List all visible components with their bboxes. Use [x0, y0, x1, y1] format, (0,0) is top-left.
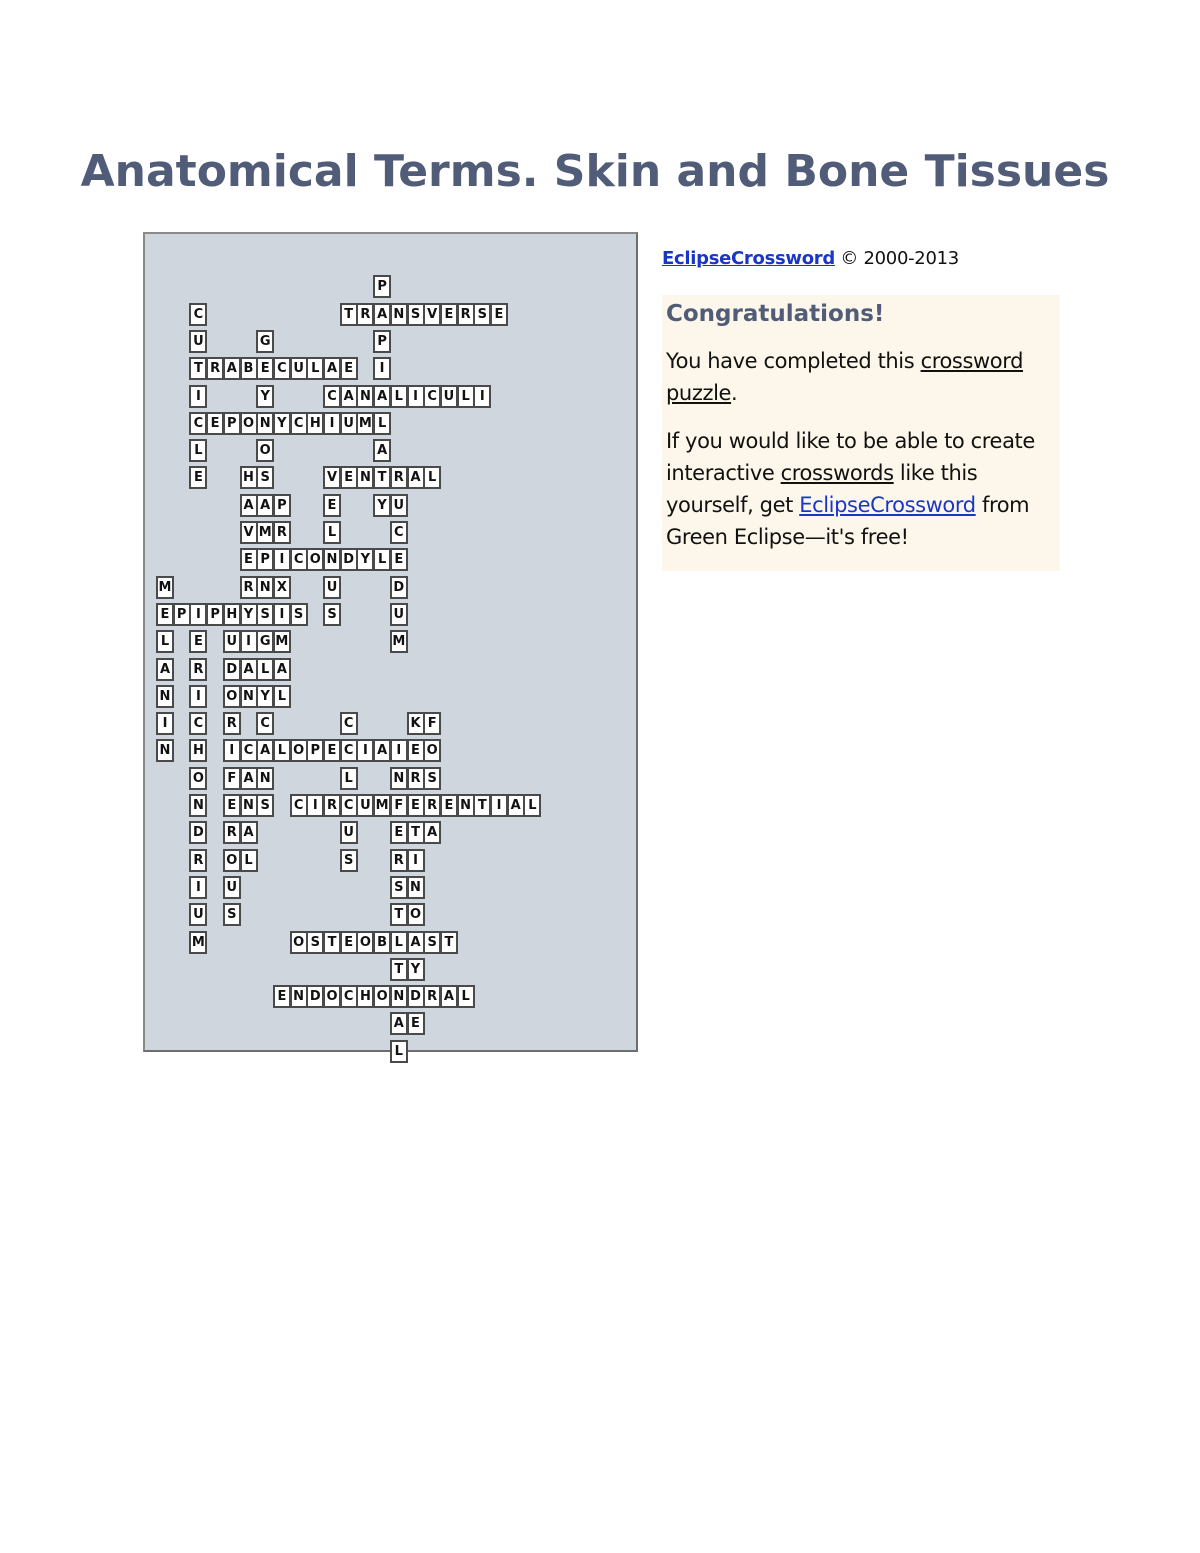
crossword-cell[interactable]: E — [440, 303, 458, 326]
crossword-cell[interactable]: S — [390, 876, 408, 899]
eclipsecrossword-link[interactable]: EclipseCrossword — [662, 248, 835, 269]
crossword-cell[interactable]: L — [390, 385, 408, 408]
crossword-cell[interactable]: E — [273, 985, 291, 1008]
crossword-cell[interactable]: A — [273, 658, 291, 681]
crossword-cell[interactable]: S — [306, 931, 324, 954]
crossword-cell[interactable]: I — [306, 794, 324, 817]
crossword-cell[interactable]: M — [373, 794, 391, 817]
crossword-cell[interactable]: A — [407, 931, 425, 954]
crossword-cell[interactable]: L — [256, 658, 274, 681]
crossword-cell[interactable]: R — [223, 712, 241, 735]
crossword-cell[interactable]: R — [323, 794, 341, 817]
crossword-cell[interactable]: O — [323, 985, 341, 1008]
crossword-cell[interactable]: U — [223, 630, 241, 653]
crossword-cell[interactable]: S — [473, 303, 491, 326]
crossword-cell[interactable]: L — [306, 357, 324, 380]
crossword-cell[interactable]: N — [240, 794, 258, 817]
crossword-cell[interactable]: I — [223, 739, 241, 762]
crossword-cell[interactable]: M — [156, 576, 174, 599]
crossword-cell[interactable]: L — [240, 849, 258, 872]
crossword-cell[interactable]: T — [407, 821, 425, 844]
crossword-cell[interactable]: A — [323, 357, 341, 380]
crossword-cell[interactable]: A — [373, 739, 391, 762]
crossword-cell[interactable]: R — [240, 576, 258, 599]
crossword-cell[interactable]: O — [256, 439, 274, 462]
crossword-cell[interactable]: P — [306, 739, 324, 762]
crossword-cell[interactable]: L — [523, 794, 541, 817]
crossword-cell[interactable]: T — [373, 466, 391, 489]
crossword-cell[interactable]: I — [407, 849, 425, 872]
crossword-cell[interactable]: N — [457, 794, 475, 817]
crossword-cell[interactable]: E — [240, 548, 258, 571]
crossword-grid — [143, 232, 638, 1059]
crossword-cell[interactable]: D — [407, 985, 425, 1008]
crossword-cell[interactable]: Y — [373, 494, 391, 517]
crossword-cell[interactable]: M — [356, 412, 374, 435]
crossword-cell[interactable]: X — [273, 576, 291, 599]
crossword-cell[interactable]: D — [189, 821, 207, 844]
crossword-cell[interactable]: C — [423, 385, 441, 408]
crossword-cell[interactable]: L — [340, 767, 358, 790]
crossword-cell[interactable]: N — [256, 412, 274, 435]
crossword-cell[interactable]: G — [256, 330, 274, 353]
crossword-cell[interactable]: F — [423, 712, 441, 735]
crossword-cell[interactable]: M — [390, 630, 408, 653]
crossword-cell[interactable]: A — [256, 494, 274, 517]
crossword-cell[interactable]: D — [306, 985, 324, 1008]
crossword-cell[interactable]: S — [256, 794, 274, 817]
crossword-cell[interactable]: R — [423, 794, 441, 817]
crossword-cell[interactable]: E — [323, 739, 341, 762]
crossword-cell[interactable]: L — [323, 521, 341, 544]
crossword-cell[interactable]: Y — [273, 412, 291, 435]
crossword-cell[interactable]: Y — [256, 385, 274, 408]
crossword-cell[interactable]: E — [440, 794, 458, 817]
crossword-cell[interactable]: L — [273, 685, 291, 708]
crossword-cell[interactable]: N — [256, 767, 274, 790]
crossword-cell[interactable]: P — [206, 603, 224, 626]
crossword-cell[interactable]: A — [340, 385, 358, 408]
crossword-cell[interactable]: R — [206, 357, 224, 380]
crossword-cell[interactable]: E — [407, 1012, 425, 1035]
crossword-cell[interactable]: U — [340, 821, 358, 844]
crossword-cell[interactable]: U — [189, 330, 207, 353]
copyright-text: © 2000-2013 — [840, 248, 959, 269]
crossword-cell[interactable]: E — [189, 466, 207, 489]
crossword-cell[interactable]: U — [356, 794, 374, 817]
crossword-cell[interactable]: B — [373, 931, 391, 954]
crossword-cell[interactable]: E — [340, 357, 358, 380]
crossword-cell[interactable]: N — [156, 739, 174, 762]
crossword-cell[interactable]: P — [173, 603, 191, 626]
crossword-cell[interactable]: O — [240, 412, 258, 435]
crossword-cell[interactable]: S — [323, 603, 341, 626]
crossword-cell[interactable]: A — [240, 494, 258, 517]
crossword-cell[interactable]: O — [356, 931, 374, 954]
crossword-cell[interactable]: M — [189, 931, 207, 954]
crossword-cell[interactable]: M — [256, 521, 274, 544]
crossword-cell[interactable]: C — [340, 985, 358, 1008]
crossword-cell[interactable]: C — [240, 739, 258, 762]
crossword-cell[interactable]: O — [290, 739, 308, 762]
completion-text: You have completed this — [666, 349, 921, 373]
crossword-cell[interactable]: Y — [407, 958, 425, 981]
crossword-cell[interactable]: O — [189, 767, 207, 790]
side-panel — [662, 248, 1060, 571]
crossword-cell[interactable]: M — [273, 630, 291, 653]
crossword-cell[interactable]: V — [240, 521, 258, 544]
crossword-cell[interactable]: P — [373, 275, 391, 298]
crossword-cell[interactable]: E — [340, 931, 358, 954]
crossword-cell[interactable]: E — [407, 739, 425, 762]
crossword-cell[interactable]: Y — [256, 685, 274, 708]
crossword-cell[interactable]: R — [273, 521, 291, 544]
crossword-cell[interactable]: I — [373, 357, 391, 380]
crossword-cell[interactable]: N — [323, 548, 341, 571]
crossword-cell[interactable]: R — [356, 303, 374, 326]
congrats-box — [662, 295, 1060, 571]
crossword-cell[interactable]: R — [223, 821, 241, 844]
crossword-word: crossword — [920, 349, 1024, 373]
crossword-cell[interactable]: L — [189, 439, 207, 462]
crossword-cell[interactable]: L — [373, 412, 391, 435]
crosswords-word: crosswords — [780, 461, 894, 485]
crossword-cell[interactable]: S — [256, 603, 274, 626]
crossword-cell[interactable]: T — [440, 931, 458, 954]
crossword-cell[interactable]: A — [407, 466, 425, 489]
crossword-cell[interactable]: N — [256, 576, 274, 599]
crossword-cell[interactable]: C — [189, 412, 207, 435]
crossword-cell[interactable]: T — [340, 303, 358, 326]
crossword-cell[interactable]: A — [440, 985, 458, 1008]
crossword-cell[interactable]: C — [340, 794, 358, 817]
crossword-cell[interactable]: V — [423, 303, 441, 326]
crossword-cell[interactable]: H — [189, 739, 207, 762]
crossword-cell[interactable]: L — [390, 931, 408, 954]
crossword-cell[interactable]: S — [223, 903, 241, 926]
crossword-cell[interactable]: I — [356, 739, 374, 762]
crossword-cell[interactable]: O — [223, 849, 241, 872]
crossword-cell[interactable]: A — [373, 385, 391, 408]
crossword-cell[interactable]: R — [390, 849, 408, 872]
crossword-cell[interactable]: I — [273, 603, 291, 626]
crossword-cell[interactable]: B — [240, 357, 258, 380]
crossword-cell[interactable]: C — [340, 739, 358, 762]
crossword-cell[interactable]: I — [390, 739, 408, 762]
promo-text-mid: like this yourself, get — [666, 461, 978, 517]
crossword-cell[interactable]: L — [457, 985, 475, 1008]
crossword-cell[interactable]: N — [189, 794, 207, 817]
crossword-cell[interactable]: E — [407, 794, 425, 817]
completion-message — [666, 345, 1056, 409]
crossword-cell[interactable]: N — [390, 767, 408, 790]
congrats-heading: Congratulations! — [666, 301, 885, 327]
crossword-cell[interactable]: S — [423, 767, 441, 790]
crossword-cell[interactable]: F — [223, 767, 241, 790]
promo-message — [666, 425, 1056, 553]
crossword-cell[interactable]: H — [306, 412, 324, 435]
crossword-cell[interactable]: C — [290, 412, 308, 435]
crossword-cell[interactable]: D — [223, 658, 241, 681]
crossword-cell[interactable]: A — [423, 821, 441, 844]
crossword-cell[interactable]: C — [323, 385, 341, 408]
crossword-cell[interactable]: S — [340, 849, 358, 872]
crossword-cell[interactable]: E — [223, 794, 241, 817]
crossword-cell[interactable]: A — [507, 794, 525, 817]
crossword-cell[interactable]: U — [390, 603, 408, 626]
crossword-cell[interactable]: I — [490, 794, 508, 817]
crossword-cell[interactable]: C — [256, 712, 274, 735]
crossword-cell[interactable]: A — [256, 739, 274, 762]
crossword-cell[interactable]: U — [390, 494, 408, 517]
crossword-cell[interactable]: R — [390, 466, 408, 489]
crossword-cell[interactable]: E — [256, 357, 274, 380]
crossword-cell[interactable]: T — [473, 794, 491, 817]
crossword-cell[interactable]: A — [240, 821, 258, 844]
crossword-cell[interactable]: O — [306, 548, 324, 571]
crossword-cell[interactable]: P — [373, 330, 391, 353]
crossword-cell[interactable]: H — [223, 603, 241, 626]
crossword-cell[interactable]: H — [356, 985, 374, 1008]
crossword-cell[interactable]: N — [156, 685, 174, 708]
crossword-cell[interactable]: E — [206, 412, 224, 435]
crossword-cell[interactable]: R — [189, 849, 207, 872]
crossword-cell[interactable]: R — [457, 303, 475, 326]
crossword-cell[interactable]: H — [240, 466, 258, 489]
crossword-cell[interactable]: L — [156, 630, 174, 653]
crossword-cell[interactable]: N — [356, 466, 374, 489]
promo-text: If you would like to be able to create interactive — [666, 429, 1035, 485]
crossword-cell[interactable]: T — [189, 357, 207, 380]
crossword-cell[interactable]: U — [340, 412, 358, 435]
crossword-cell[interactable]: O — [223, 685, 241, 708]
crossword-cell[interactable]: G — [256, 630, 274, 653]
crossword-cell[interactable]: I — [473, 385, 491, 408]
crossword-cell[interactable]: T — [390, 903, 408, 926]
crossword-cell[interactable]: O — [290, 931, 308, 954]
crossword-cell[interactable]: S — [256, 466, 274, 489]
crossword-cell[interactable]: D — [340, 548, 358, 571]
crossword-cell[interactable]: O — [423, 739, 441, 762]
crossword-cell[interactable]: C — [340, 712, 358, 735]
crossword-cell[interactable]: N — [390, 985, 408, 1008]
crossword-cell[interactable]: U — [290, 357, 308, 380]
crossword-cell[interactable]: E — [156, 603, 174, 626]
crossword-cell[interactable]: I — [189, 685, 207, 708]
crossword-cell[interactable]: L — [373, 548, 391, 571]
crossword-cell[interactable]: S — [290, 603, 308, 626]
crossword-cell[interactable]: C — [273, 357, 291, 380]
crossword-cell[interactable]: A — [240, 767, 258, 790]
crossword-cell[interactable]: L — [273, 739, 291, 762]
crossword-cell[interactable]: A — [156, 658, 174, 681]
crossword-cell[interactable]: U — [189, 903, 207, 926]
crossword-cell[interactable]: E — [390, 548, 408, 571]
crossword-cell[interactable]: U — [323, 576, 341, 599]
crossword-cell[interactable]: Y — [240, 603, 258, 626]
crossword-cell[interactable]: O — [373, 985, 391, 1008]
crossword-cell[interactable]: U — [223, 876, 241, 899]
crossword-cell[interactable]: N — [407, 876, 425, 899]
crossword-cell[interactable]: E — [323, 494, 341, 517]
crossword-cell[interactable]: U — [440, 385, 458, 408]
crossword-cell[interactable]: L — [457, 385, 475, 408]
crossword-cell[interactable]: I — [407, 385, 425, 408]
crossword-cell[interactable]: T — [323, 931, 341, 954]
crossword-cell[interactable]: C — [189, 712, 207, 735]
puzzle-word: puzzle — [666, 381, 732, 405]
crossword-cell[interactable]: D — [390, 576, 408, 599]
crossword-cell[interactable]: A — [373, 303, 391, 326]
crossword-cell[interactable]: A — [223, 357, 241, 380]
crossword-cell[interactable]: I — [156, 712, 174, 735]
crossword-cell[interactable]: F — [390, 794, 408, 817]
crossword-cell[interactable]: R — [189, 658, 207, 681]
crossword-cell[interactable]: I — [189, 876, 207, 899]
crossword-cell[interactable]: I — [189, 385, 207, 408]
crossword-cell[interactable]: P — [223, 412, 241, 435]
crossword-cell[interactable]: L — [423, 466, 441, 489]
crossword-cell[interactable]: E — [390, 821, 408, 844]
crossword-cell[interactable]: R — [407, 767, 425, 790]
crossword-cell[interactable]: N — [356, 385, 374, 408]
crossword-cell[interactable]: C — [290, 548, 308, 571]
crossword-cell[interactable]: I — [240, 630, 258, 653]
crossword-cell[interactable]: E — [189, 630, 207, 653]
crossword-cell[interactable]: L — [390, 1040, 408, 1063]
crossword-cell[interactable]: E — [340, 466, 358, 489]
page-title: Anatomical Terms. Skin and Bone Tissues — [80, 146, 1110, 197]
crossword-cell[interactable]: C — [290, 794, 308, 817]
crossword-cell[interactable]: N — [390, 303, 408, 326]
crossword-cell[interactable]: R — [423, 985, 441, 1008]
crossword-cell[interactable]: K — [407, 712, 425, 735]
crossword-cell[interactable]: S — [423, 931, 441, 954]
crossword-cell[interactable]: A — [390, 1012, 408, 1035]
crossword-cell[interactable]: A — [373, 439, 391, 462]
promo-text-end: from Green Eclipse—it's free! — [666, 493, 1030, 549]
credit-line — [662, 248, 1060, 269]
crossword-cell[interactable]: Y — [356, 548, 374, 571]
crossword-cell[interactable]: C — [189, 303, 207, 326]
crossword-cell[interactable]: P — [273, 494, 291, 517]
crossword-cell[interactable]: I — [323, 412, 341, 435]
crossword-cell[interactable]: T — [390, 958, 408, 981]
crossword-cell[interactable]: S — [407, 303, 425, 326]
crossword-cell[interactable]: O — [407, 903, 425, 926]
crossword-cell[interactable]: N — [290, 985, 308, 1008]
crossword-cell[interactable]: C — [390, 521, 408, 544]
crossword-cell[interactable]: E — [490, 303, 508, 326]
crossword-cell[interactable]: N — [240, 685, 258, 708]
period: . — [731, 381, 738, 405]
crossword-cell[interactable]: V — [323, 466, 341, 489]
crossword-cell[interactable]: I — [189, 603, 207, 626]
crossword-cell[interactable]: I — [273, 548, 291, 571]
crossword-cell[interactable]: A — [240, 658, 258, 681]
crossword-cell[interactable]: P — [256, 548, 274, 571]
eclipsecrossword-promo-link[interactable]: EclipseCrossword — [799, 493, 976, 517]
